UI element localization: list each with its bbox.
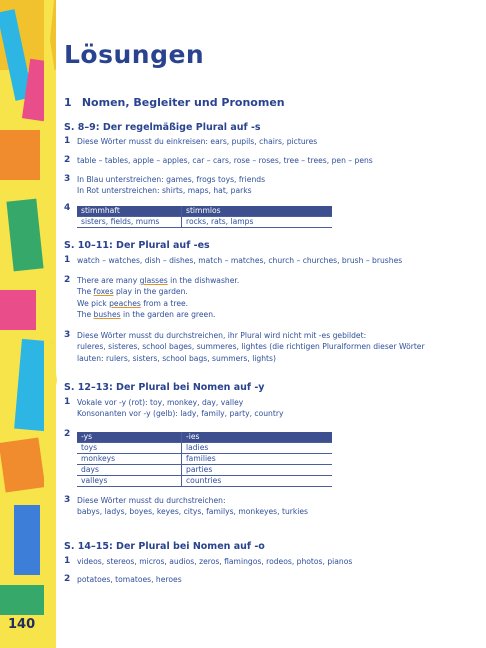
- answer-text: babys, ladys, boyes, keyes, citys, familys, monkeyes, turkies: [77, 507, 309, 517]
- item-number: 1: [64, 136, 71, 146]
- table-cell: rocks, rats, lamps: [182, 217, 333, 228]
- section-heading: S. 10–11: Der Plural auf -es: [64, 240, 210, 251]
- section-heading: S. 14–15: Der Plural bei Nomen auf -o: [64, 541, 265, 552]
- item-number: 1: [64, 255, 71, 265]
- table-cell: families: [182, 454, 333, 465]
- table-header: -ies: [182, 432, 333, 443]
- item-number: 1: [64, 556, 71, 566]
- answer-line: [77, 286, 462, 297]
- answer-text: In Blau unterstreichen: games, frogs toys, friends: [77, 175, 266, 184]
- text: in the dishwasher.: [167, 276, 240, 285]
- underlined-word: glasses: [139, 276, 168, 285]
- answer-text: Konsonanten vor -y (gelb): lady, family, party, country: [77, 409, 284, 419]
- answer-line: [77, 298, 462, 309]
- chapter-number: 1: [64, 96, 72, 109]
- answer-line: [77, 309, 462, 320]
- answer-line: [77, 275, 462, 286]
- table-cell: ladies: [182, 443, 333, 454]
- section-heading: S. 12–13: Der Plural bei Nomen auf -y: [64, 382, 265, 393]
- answer-table: [77, 206, 332, 228]
- table-cell: toys: [77, 443, 182, 454]
- answer-table: [77, 432, 332, 487]
- table-cell: parties: [182, 465, 333, 476]
- section-heading: S. 8–9: Der regelmäßige Plural auf -s: [64, 122, 261, 133]
- table-cell: days: [77, 465, 182, 476]
- page-number: 140: [8, 617, 36, 632]
- underlined-word: peaches: [109, 298, 141, 308]
- answer-text: videos, stereos, micros, audios, zeros, flamingos, rodeos, photos, pianos: [77, 557, 353, 566]
- underlined-word: bushes: [93, 310, 121, 320]
- underlined-word: foxes: [93, 287, 114, 297]
- answer-text: Vokale vor -y (rot): toy, monkey, day, valley: [77, 398, 244, 407]
- answer-text: ruleres, sisteres, school bages, summeres, lightes (die richtigen Pluralformen dieser Wörter: [77, 342, 425, 352]
- answer-text: Diese Wörter musst du durchstreichen, ihr Plural wird nicht mit -es gebildet:: [77, 331, 367, 340]
- text: We pick: [77, 298, 110, 308]
- table-header: -ys: [77, 432, 182, 443]
- item-number: 3: [64, 330, 71, 340]
- item-number: 2: [64, 155, 71, 165]
- text: The: [77, 287, 94, 297]
- table-header: stimmlos: [182, 206, 333, 217]
- table-cell: sisters, fields, mums: [77, 217, 182, 228]
- table-cell: countries: [182, 476, 333, 487]
- text: in the garden are green.: [120, 310, 216, 320]
- text: from a tree.: [140, 298, 189, 308]
- answer-text: In Rot unterstreichen: shirts, maps, hat, parks: [77, 186, 252, 196]
- chapter-heading: [64, 96, 285, 109]
- answer-text: table – tables, apple – apples, car – cars, rose – roses, tree – trees, pen – pens: [77, 156, 373, 165]
- item-number: 1: [64, 397, 71, 407]
- answer-text: potatoes, tomatoes, heroes: [77, 575, 182, 584]
- page-title: Lösungen: [64, 40, 205, 69]
- item-number: 2: [64, 275, 71, 285]
- item-number: 2: [64, 429, 71, 439]
- table-header: stimmhaft: [77, 206, 182, 217]
- item-number: 2: [64, 574, 71, 584]
- item-number: 3: [64, 495, 71, 505]
- item-number: 3: [64, 174, 71, 184]
- answer-text: lauten: rulers, sisters, school bags, summers, lights): [77, 353, 276, 363]
- answer-text: Diese Wörter musst du durchstreichen:: [77, 496, 226, 505]
- item-number: 4: [64, 203, 71, 213]
- text: There are many: [77, 276, 140, 285]
- text: The: [77, 310, 94, 320]
- answer-text: Diese Wörter musst du einkreisen: ears, pupils, chairs, pictures: [77, 137, 318, 146]
- text: play in the garden.: [113, 287, 188, 297]
- table-cell: monkeys: [77, 454, 182, 465]
- chapter-title: Nomen, Begleiter und Pronomen: [81, 96, 285, 109]
- answer-text: watch – watches, dish – dishes, match – matches, church – churches, brush – brushes: [77, 256, 403, 265]
- table-cell: valleys: [77, 476, 182, 487]
